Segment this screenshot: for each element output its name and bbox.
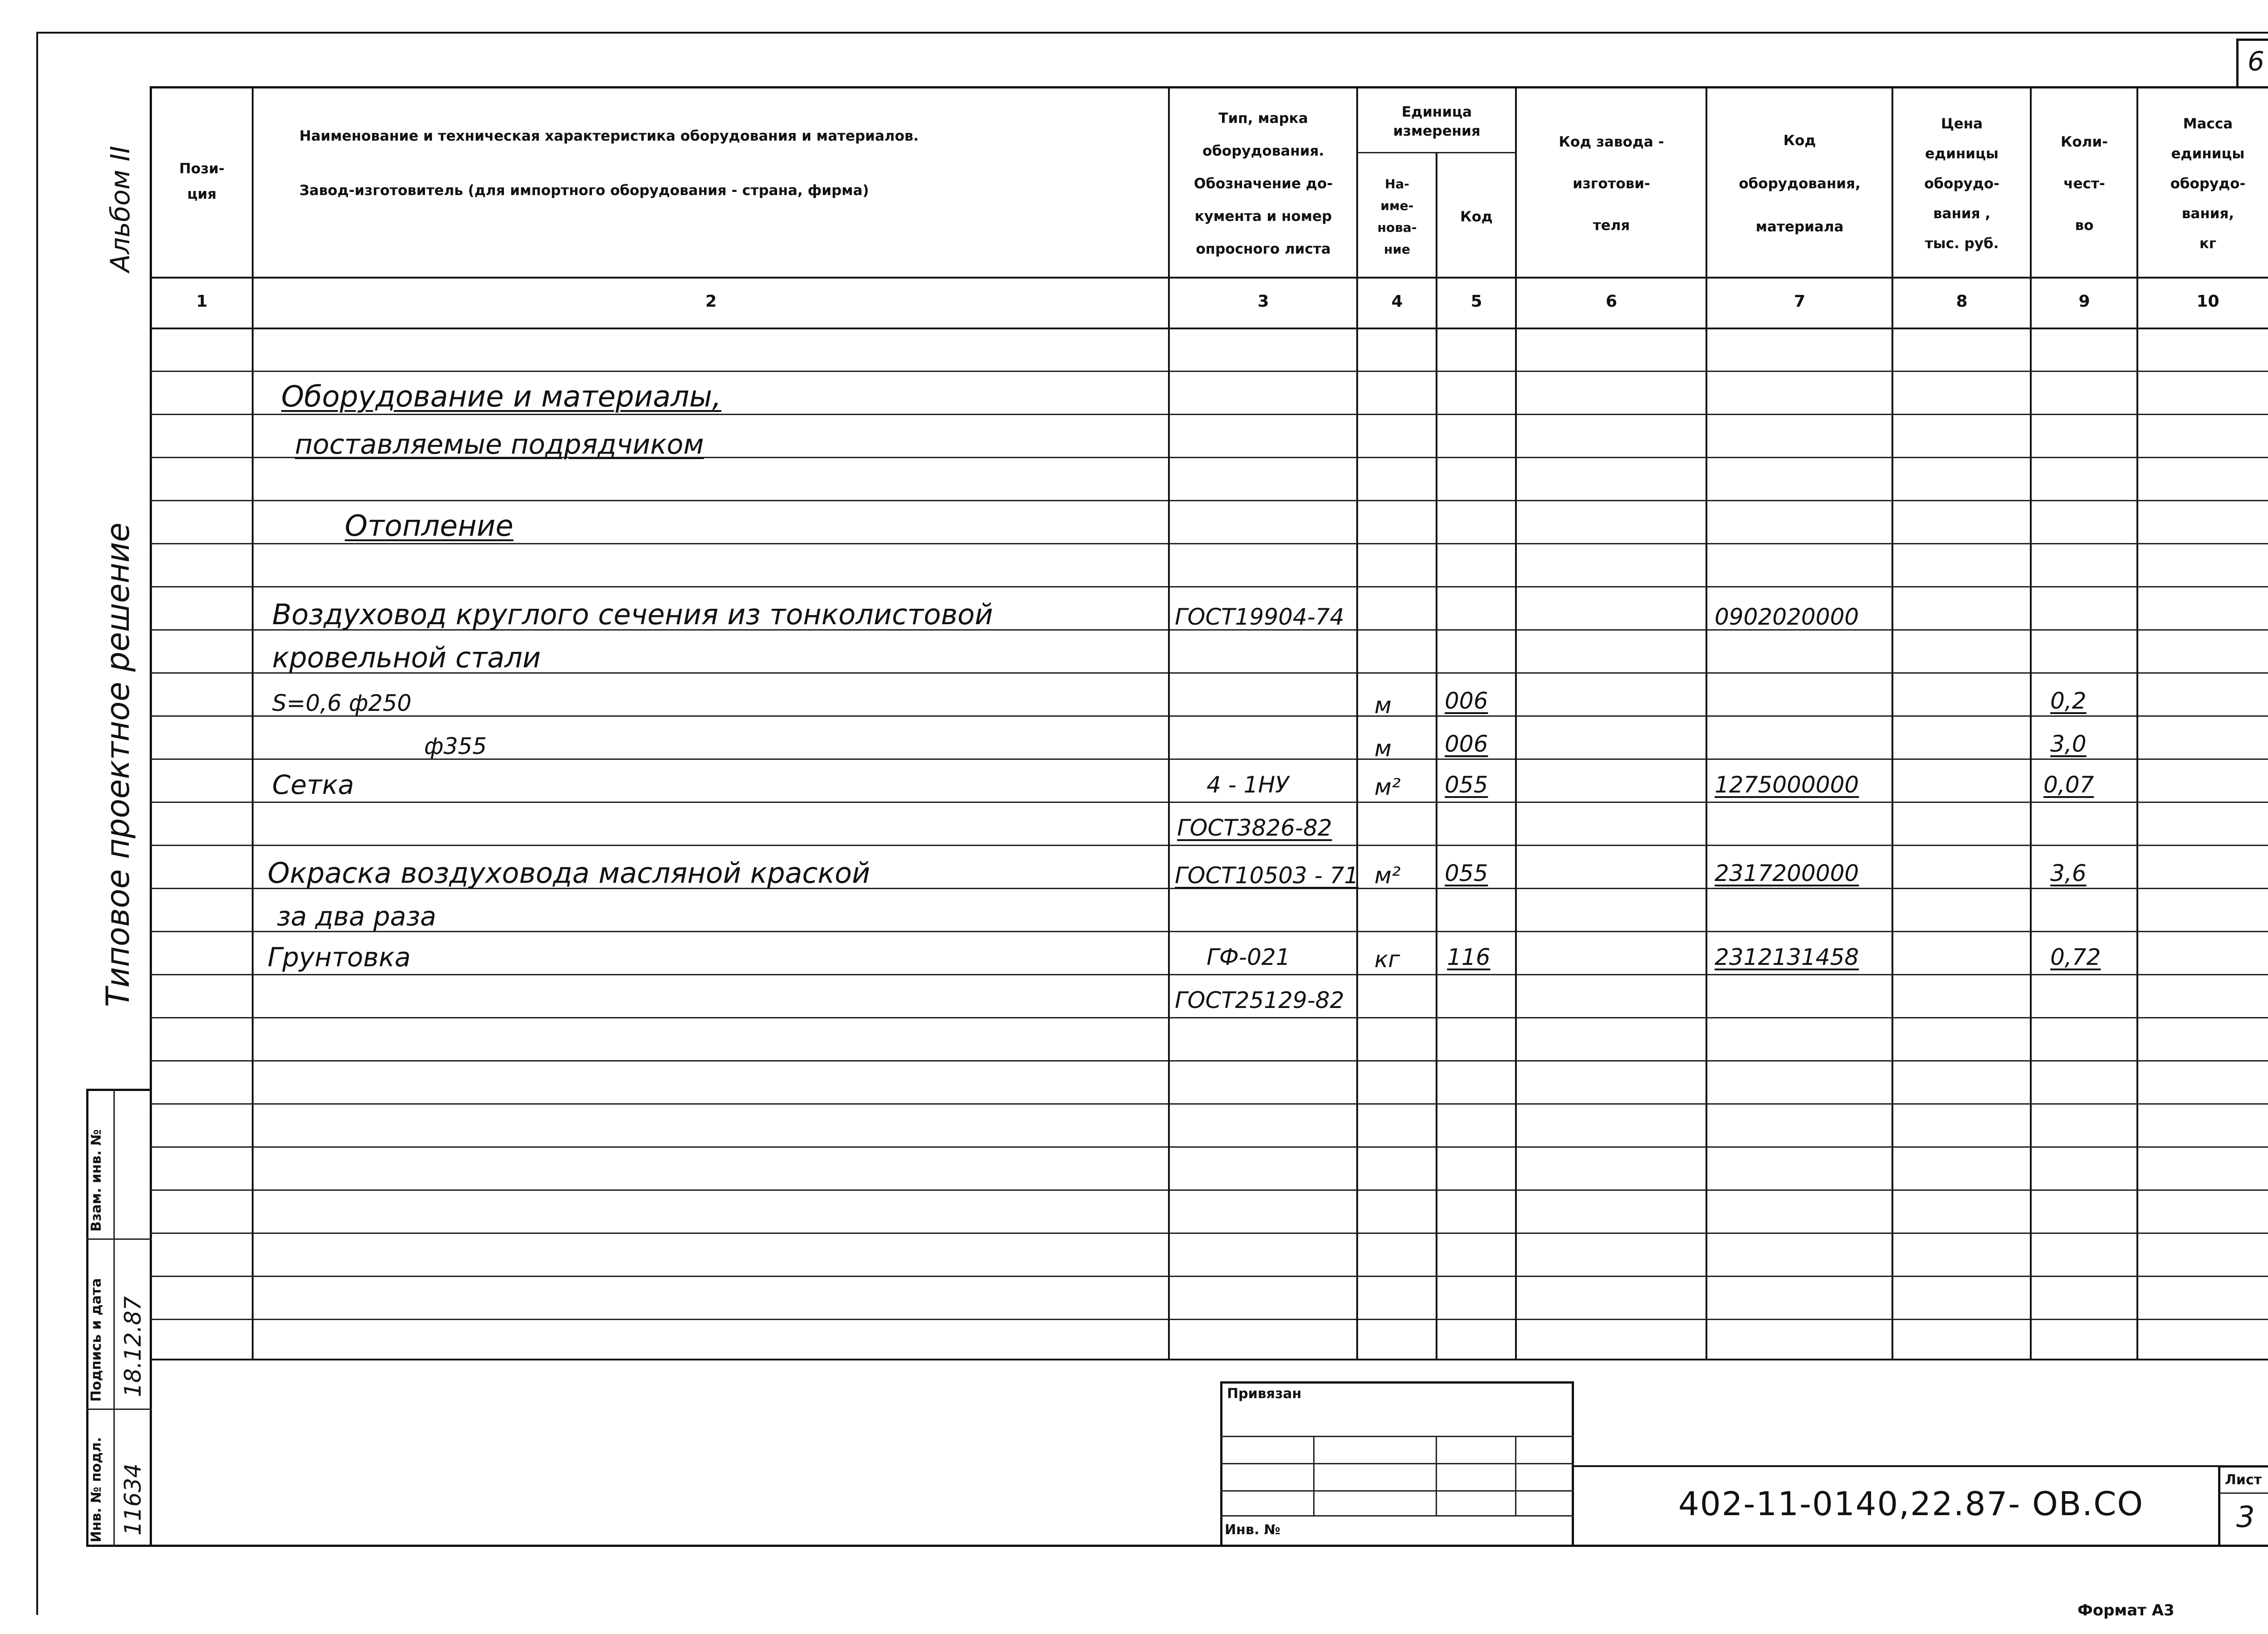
mesh-unit-code: 055 bbox=[1445, 772, 1488, 798]
side-title: Типовое проектное решение bbox=[99, 522, 137, 1007]
stamp-signature-date: 18.12.87 bbox=[120, 1296, 146, 1397]
d355-quantity: 3,0 bbox=[2050, 731, 2087, 757]
d250-unit-code: 006 bbox=[1445, 688, 1488, 714]
d250-spec: S=0,6 ф250 bbox=[272, 690, 412, 716]
col-line-1 bbox=[252, 86, 254, 1359]
colnum-bottom-line bbox=[150, 328, 2268, 329]
table-row-line bbox=[150, 715, 2268, 717]
header-mass: Масса единицы оборудо- вания, кг bbox=[2170, 116, 2246, 252]
primer-unit: кг bbox=[1374, 946, 1400, 973]
table-row-line bbox=[150, 1189, 2268, 1191]
col-line-6 bbox=[1706, 86, 1707, 1359]
d250-quantity: 0,2 bbox=[2050, 688, 2087, 714]
paint-doc: ГОСТ10503 - 71 bbox=[1175, 862, 1359, 889]
duct-name-line-1: Воздуховод круглого сечения из тонколистовой bbox=[272, 598, 993, 631]
col-line-8 bbox=[2030, 86, 2032, 1359]
primer-type: ГФ-021 bbox=[1207, 944, 1290, 970]
document-code: 402-11-0140,22.87- ОВ.СО bbox=[1678, 1485, 2144, 1523]
side-stamp-divider bbox=[113, 1089, 115, 1547]
album-label: Альбом II bbox=[105, 146, 136, 272]
privyazan-line-3 bbox=[1220, 1490, 1574, 1492]
side-stamp-sep-1 bbox=[86, 1409, 152, 1410]
privyazan-col-3 bbox=[1515, 1436, 1516, 1515]
sheet-number: 3 bbox=[2236, 1501, 2255, 1534]
primer-name: Грунтовка bbox=[268, 942, 411, 973]
table-top-line bbox=[150, 86, 2268, 88]
primer-material-code: 2312131458 bbox=[1715, 944, 1859, 970]
d355-spec: ф355 bbox=[424, 733, 487, 759]
d250-unit: м bbox=[1374, 692, 1392, 719]
header-unit-group: Единица измерения bbox=[1393, 103, 1481, 139]
table-row-line bbox=[150, 1233, 2268, 1234]
inv-label: Инв. № bbox=[1225, 1522, 1281, 1538]
stamp-label-sign: Подпись и дата bbox=[88, 1278, 104, 1402]
primer-doc: ГОСТ25129-82 bbox=[1175, 987, 1344, 1013]
header-unit-name: На- име- нова- ние bbox=[1377, 176, 1417, 257]
subsection-heating: Отопление bbox=[345, 509, 513, 543]
col-line-3 bbox=[1356, 86, 1358, 1359]
stamp-label-inv: Инв. № подл. bbox=[88, 1437, 104, 1542]
header-bottom-line bbox=[150, 277, 2268, 279]
header-equipment-code: Код оборудования, материала bbox=[1739, 132, 1861, 235]
stamp-label-replace: Взам. инв. № bbox=[88, 1129, 104, 1232]
table-row-line bbox=[150, 414, 2268, 415]
sheet-label: Лист bbox=[2225, 1472, 2262, 1488]
privyazan-line-1 bbox=[1220, 1436, 1574, 1437]
primer-quantity: 0,72 bbox=[2050, 944, 2101, 970]
table-row-line bbox=[150, 802, 2268, 803]
left-margin-line bbox=[36, 32, 38, 1615]
col-number-6: 6 bbox=[1605, 292, 1618, 311]
section-title-line-2: поставляемые подрядчиком bbox=[295, 429, 704, 460]
d355-unit-code: 006 bbox=[1445, 731, 1488, 757]
table-row-line bbox=[150, 931, 2268, 932]
table-row-line bbox=[150, 1103, 2268, 1105]
paint-material-code: 2317200000 bbox=[1715, 860, 1859, 886]
paint-name-line-1: Окраска воздуховода масляной краской bbox=[268, 856, 870, 890]
header-type: Тип, марка оборудования. Обозначение до- кумента и номер опросного листа bbox=[1193, 110, 1333, 257]
paint-quantity: 3,6 bbox=[2050, 860, 2087, 886]
table-body-bottom bbox=[150, 1359, 2268, 1360]
sheet-box-line bbox=[2218, 1492, 2268, 1494]
col-line-4 bbox=[1436, 152, 1437, 1359]
mesh-type: 4 - 1НУ bbox=[1207, 772, 1289, 798]
paint-unit-code: 055 bbox=[1445, 860, 1488, 886]
col-number-2: 2 bbox=[705, 292, 717, 311]
corner-number: 6 bbox=[2248, 46, 2264, 77]
col-number-8: 8 bbox=[1956, 292, 1968, 311]
table-row-line bbox=[150, 500, 2268, 501]
col-number-3: 3 bbox=[1257, 292, 1269, 311]
duct-doc: ГОСТ19904-74 bbox=[1175, 604, 1344, 630]
primer-unit-code: 116 bbox=[1447, 944, 1491, 970]
privyazan-label: Привязан bbox=[1227, 1386, 1302, 1402]
top-margin-line bbox=[36, 32, 2268, 34]
paint-name-line-2: за два раза bbox=[277, 901, 436, 932]
header-quantity: Коли- чест- во bbox=[2061, 134, 2108, 234]
col-number-7: 7 bbox=[1794, 292, 1806, 311]
col-number-10: 10 bbox=[2196, 292, 2219, 311]
mesh-material-code: 1275000000 bbox=[1715, 772, 1859, 798]
side-stamp-sep-2 bbox=[86, 1238, 152, 1240]
col-number-9: 9 bbox=[2078, 292, 2090, 311]
doc-code-top-line bbox=[1574, 1465, 2268, 1467]
header-position: Пози- ция bbox=[179, 161, 225, 202]
section-title-line-1: Оборудование и материалы, bbox=[281, 380, 722, 414]
col-line-9 bbox=[2136, 86, 2138, 1359]
col-line-7 bbox=[1892, 86, 1893, 1359]
table-row-line bbox=[150, 543, 2268, 544]
table-row-line bbox=[150, 586, 2268, 587]
d355-unit: м bbox=[1374, 735, 1392, 762]
header-plant-code: Код завода - изготови- теля bbox=[1559, 134, 1664, 234]
col-line-5 bbox=[1515, 86, 1517, 1359]
col-number-5: 5 bbox=[1471, 292, 1482, 311]
table-row-line bbox=[150, 1060, 2268, 1062]
privyazan-col-1 bbox=[1313, 1436, 1315, 1515]
paint-unit: м² bbox=[1374, 862, 1401, 889]
duct-material-code: 0902020000 bbox=[1715, 604, 1859, 630]
duct-name-line-2: кровельной стали bbox=[272, 641, 541, 674]
mesh-doc: ГОСТ3826-82 bbox=[1177, 815, 1332, 841]
col-number-1: 1 bbox=[196, 292, 208, 311]
table-row-line bbox=[150, 1017, 2268, 1018]
mesh-unit: м² bbox=[1374, 774, 1401, 800]
privyazan-line-4 bbox=[1220, 1515, 1574, 1517]
table-row-line bbox=[150, 1319, 2268, 1320]
mesh-name: Сетка bbox=[272, 769, 354, 800]
privyazan-col-2 bbox=[1436, 1436, 1437, 1515]
col-number-4: 4 bbox=[1391, 292, 1403, 311]
table-row-line bbox=[150, 974, 2268, 975]
header-unit-code: Код bbox=[1460, 208, 1493, 225]
mesh-quantity: 0,07 bbox=[2043, 772, 2094, 798]
col-line-2 bbox=[1168, 86, 1170, 1359]
header-name: Наименование и техническая характеристика оборудования и материалов. Завод-изготовитель (для импортного оборудования - страна, фирма) bbox=[299, 128, 919, 199]
stamp-inv-no: 11634 bbox=[120, 1463, 146, 1536]
table-row-line bbox=[150, 371, 2268, 372]
privyazan-line-2 bbox=[1220, 1463, 1574, 1464]
header-unit-price: Цена единицы оборудо- вания , тыс. руб. bbox=[1924, 116, 1999, 252]
table-row-line bbox=[150, 1146, 2268, 1148]
format-label: Формат А3 bbox=[2077, 1601, 2175, 1619]
table-row-line bbox=[150, 1276, 2268, 1277]
table-row-line bbox=[150, 845, 2268, 846]
